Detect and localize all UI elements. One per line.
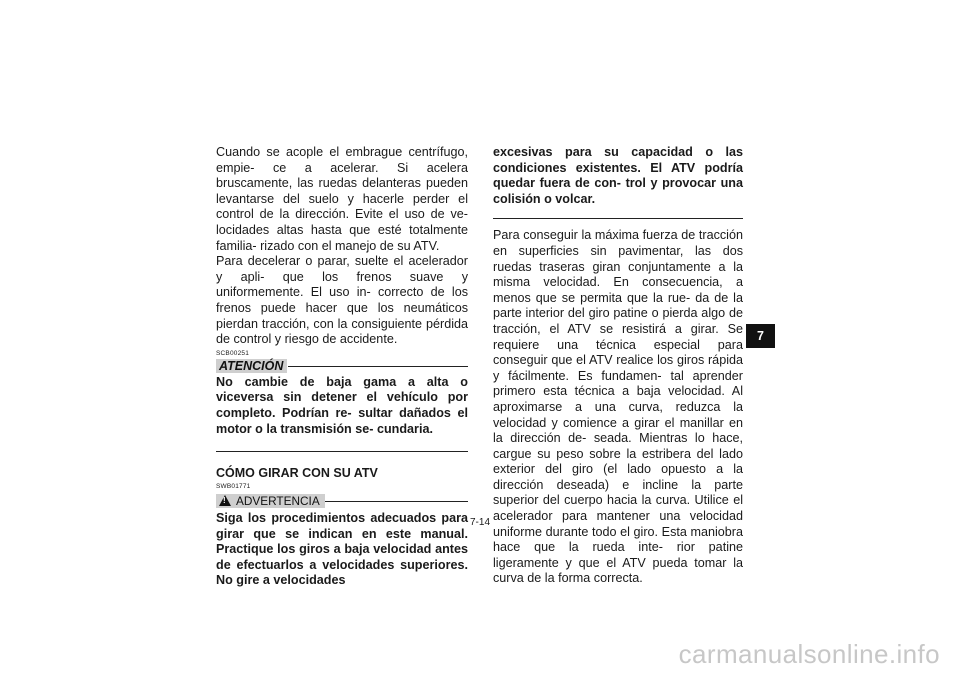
paragraph-braking: Para decelerar o parar, suelte el acelerador y apli- que los frenos suave y uniformemente. El uso in- correcto de los frenos puede hacer que los neumáticos pierdan tracción, con la consiguiente pérdida de control y riesgo de accidente. bbox=[216, 254, 469, 347]
section-heading: CÓMO GIRAR CON SU ATV bbox=[216, 466, 378, 481]
warning-text-continued: excesivas para su capacidad o las condiciones existentes. El ATV podría quedar fuera de con- trol y provocar una colisión o volcar. bbox=[493, 145, 744, 206]
notice-end-rule bbox=[216, 451, 468, 452]
notice-header bbox=[216, 359, 468, 373]
notice-label: ATENCIÓN bbox=[216, 359, 288, 373]
warning-code: SWB01771 bbox=[216, 483, 251, 491]
notice-text: No cambie de baja gama a alta o viceversa sin detener el vehículo por completo. Podrían re- sultar dañados el motor o la transmisión se- cundaria. bbox=[216, 374, 469, 436]
right-column bbox=[493, 145, 743, 587]
warning-end-rule bbox=[493, 218, 743, 219]
watermark: carmanualsonline.info bbox=[678, 639, 940, 669]
warning-label: ADVERTENCIA bbox=[236, 494, 320, 509]
warning-triangle-icon bbox=[219, 495, 231, 506]
warning-label-box bbox=[216, 494, 325, 508]
warning-header bbox=[216, 494, 468, 508]
warning-text: Siga los procedimientos adecuados para girar que se indican en este manual. Practique los giros a baja velocidad antes de efectuarlos a velocidades superiores. No gire a velocidades bbox=[216, 511, 469, 588]
notice-code: SCB00251 bbox=[216, 349, 250, 357]
paragraph-turning: Para conseguir la máxima fuerza de tracción en superficies sin pavimentar, las dos ruedas traseras giran conjuntamente a la misma velocidad. En consecuencia, a menos que se permita que la rue- da de la parte interior del giro patine o pierda algo de tracción, el ATV se resistirá a girar. Se requiere una técnica especial para conseguir que el ATV realice los giros rápida y fácilmente. Es fundamen- tal aprender primero esta técnica a baja velocidad. Al aproximarse a una curva, reduzca la velocidad y comience a girar el manillar en la dirección de- seada. Mientras lo hace, cargue su peso sobre la estribera del lado exterior del giro (el lado opuesto a la dirección deseada) e incline la parte superior del cuerpo hacia la curva. Utilice el acelerador para mantener una velocidad uniforme durante todo el giro. Esta maniobra hace que la rueda inte- rior patine ligeramente y que el ATV pueda tomar la curva de la forma correcta. bbox=[493, 228, 744, 586]
page-number: 7-14 bbox=[470, 517, 491, 528]
chapter-tab: 7 bbox=[746, 324, 775, 348]
left-column bbox=[216, 145, 468, 589]
paragraph-clutch: Cuando se acople el embrague centrífugo, empie- ce a acelerar. Si acelera bruscamente, las ruedas delanteras pueden levantarse del suelo y hacerle perder el control de la dirección. Evite el uso de ve- locidades altas hasta que esté totalmente familia- rizado con el manejo de su ATV. bbox=[216, 145, 469, 253]
